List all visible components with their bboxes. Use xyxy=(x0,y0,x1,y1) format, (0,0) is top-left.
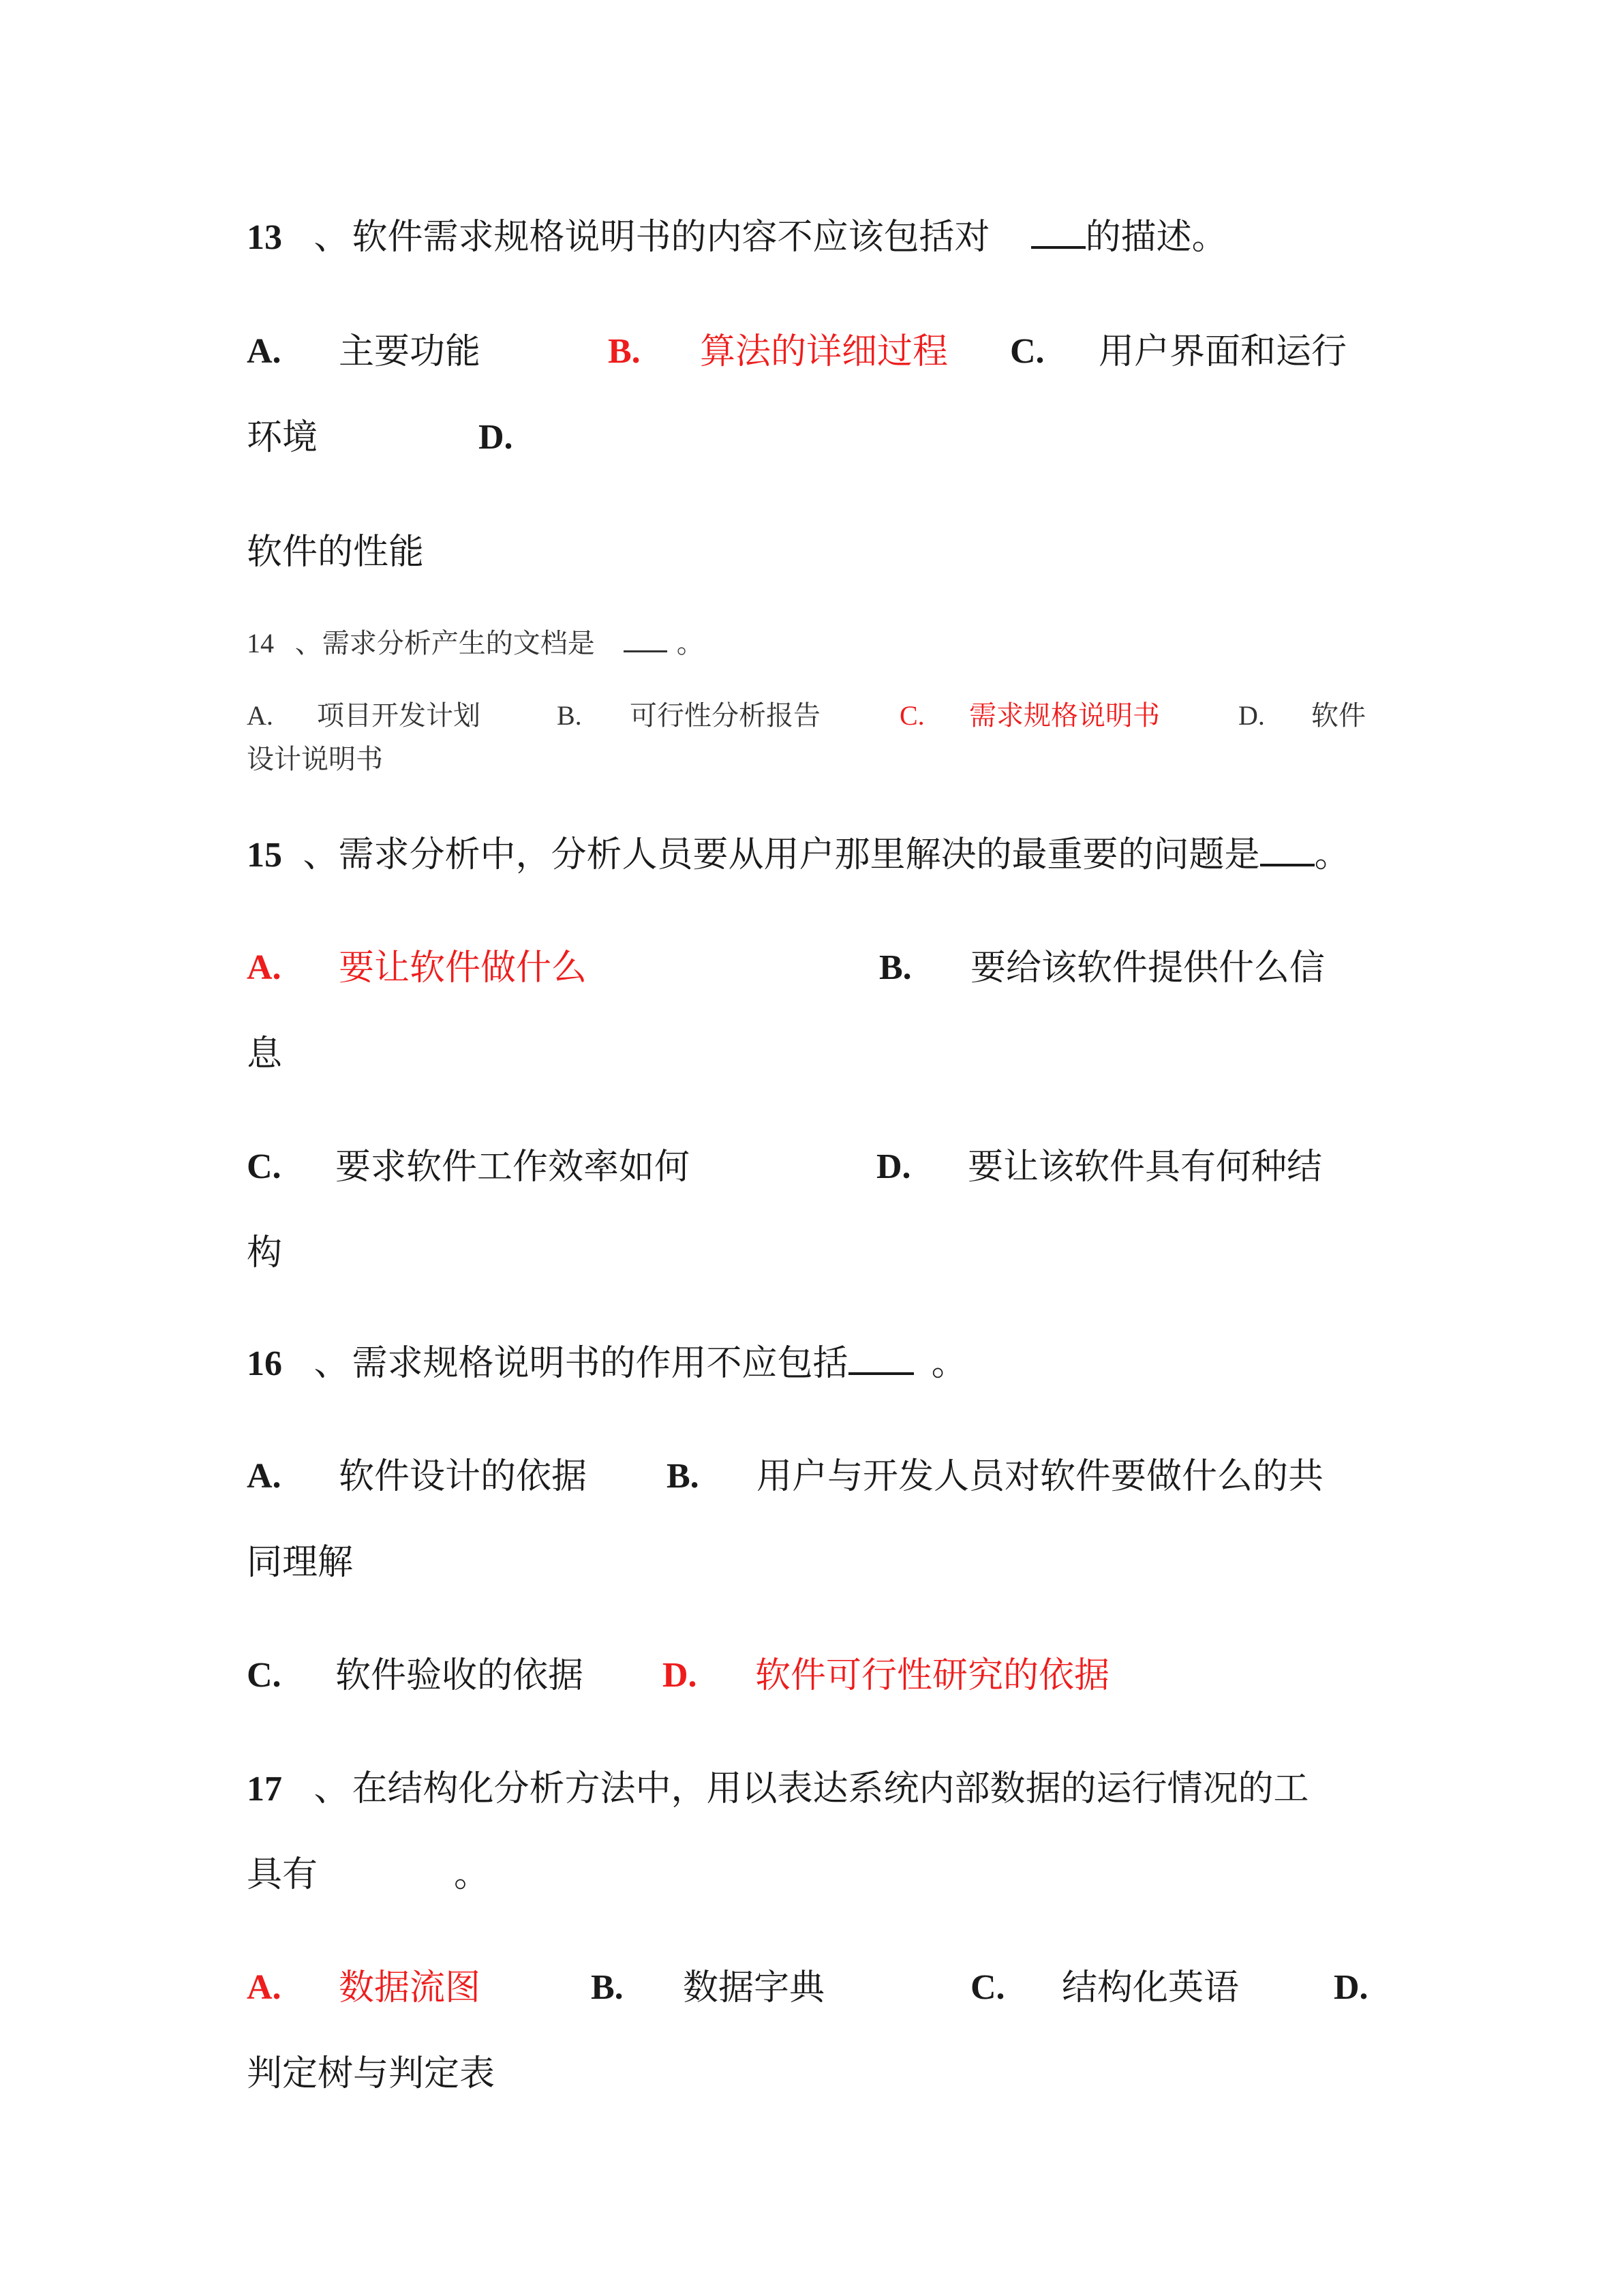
q14-number: 14 xyxy=(247,628,274,659)
q16-stem xyxy=(247,1343,967,1384)
q16-opt-c-text: 软件验收的依据 xyxy=(335,1655,584,1696)
q13-opt-c-letter: C. xyxy=(1010,332,1045,371)
q15-opt-d-text: 要让该软件具有何种结 xyxy=(968,1147,1323,1188)
q14-opt-b-letter: B. xyxy=(557,700,582,731)
q17-opt-d-text: 判定树与判定表 xyxy=(247,2053,495,2094)
q16-opt-b-text: 用户与开发人员对软件要做什么的共 xyxy=(756,1456,1324,1497)
q17-stem xyxy=(247,1768,1309,1809)
q13-opt-d-letter: D. xyxy=(478,418,513,457)
q15-opt-d-wrap: 构 xyxy=(247,1233,283,1273)
q13-opt-c-text: 用户界面和运行 xyxy=(1099,331,1347,372)
q13-opt-d-text: 软件的性能 xyxy=(247,532,425,573)
q14-options-row1 xyxy=(247,702,1405,735)
q14-stem xyxy=(247,630,704,657)
q16-opt-a-letter: A. xyxy=(247,1457,281,1496)
q15-sep: 、 xyxy=(303,834,339,875)
q14-opt-d-text: 软件 xyxy=(1311,700,1366,731)
q14-opt-a-text: 项目开发计划 xyxy=(317,700,480,731)
q16-opt-d-letter: D. xyxy=(662,1656,697,1695)
q13-opt-a-letter: A. xyxy=(247,332,281,371)
q17-number: 17 xyxy=(247,1770,282,1809)
q15-opt-c-text: 要求软件工作效率如何 xyxy=(335,1147,690,1188)
q13-stem xyxy=(247,217,1227,258)
q17-opt-d-letter: D. xyxy=(1334,1968,1368,2007)
q16-sep: 、 xyxy=(313,1343,350,1384)
q17-stem-wrap-text: 具有 xyxy=(247,1854,318,1895)
q13-options-row1 xyxy=(247,331,1405,375)
q14-sep: 、 xyxy=(294,628,322,659)
q16-opt-c-letter: C. xyxy=(247,1656,281,1695)
q13-opt-c-wrap: 环境 xyxy=(247,417,318,458)
q14-opt-c-text: 需求规格说明书 xyxy=(969,700,1160,731)
q16-stem-end: 。 xyxy=(931,1343,967,1384)
q17-opt-b-letter: B. xyxy=(591,1968,624,2007)
q15-opt-c-letter: C. xyxy=(247,1147,281,1186)
q17-opt-c-text: 结构化英语 xyxy=(1062,1967,1240,2008)
q14-opt-c-letter: C. xyxy=(900,700,925,731)
q15-stem xyxy=(247,834,1350,875)
q13-opt-a-text: 主要功能 xyxy=(339,331,481,372)
q14-stem-text: 需求分析产生的文档是 xyxy=(322,628,595,659)
q16-opt-b-letter: B. xyxy=(667,1457,699,1496)
q16-opt-a-text: 软件设计的依据 xyxy=(339,1456,587,1497)
q17-stem-wrap xyxy=(247,1854,490,1895)
q14-opt-a-letter: A. xyxy=(247,700,273,731)
q13-blank xyxy=(1031,246,1086,249)
q13-options-row2 xyxy=(247,417,1405,461)
q16-opt-d-text: 软件可行性研究的依据 xyxy=(755,1655,1110,1696)
q13-sep: 、 xyxy=(313,217,350,258)
q17-opt-b-text: 数据字典 xyxy=(683,1967,825,2008)
q17-options-row1 xyxy=(247,1967,1405,2011)
q14-stem-end: 。 xyxy=(676,628,704,659)
q17-sep: 、 xyxy=(313,1768,350,1809)
q15-opt-b-wrap: 息 xyxy=(247,1033,283,1074)
q16-opt-b-wrap: 同理解 xyxy=(247,1542,354,1583)
q15-options-row1 xyxy=(247,950,1405,991)
q15-opt-d-letter: D. xyxy=(876,1147,911,1186)
q13-opt-b-text: 算法的详细过程 xyxy=(700,331,949,372)
q15-options-row2 xyxy=(247,1149,1405,1190)
q14-opt-d-letter: D. xyxy=(1238,700,1265,731)
q15-stem-end: 。 xyxy=(1314,834,1350,875)
q14-opt-b-text: 可行性分析报告 xyxy=(630,700,821,731)
q13-opt-b-letter: B. xyxy=(608,332,641,371)
q15-opt-b-text: 要给该软件提供什么信 xyxy=(970,948,1326,988)
q15-opt-b-letter: B. xyxy=(879,948,912,987)
q16-stem-text: 需求规格说明书的作用不应包括 xyxy=(352,1343,848,1384)
q16-options-row1 xyxy=(247,1456,1405,1500)
q15-stem-text: 需求分析中，分析人员要从用户那里解决的最重要的问题是 xyxy=(338,834,1260,875)
q17-stem-end: 。 xyxy=(454,1854,490,1895)
q15-opt-a-letter: A. xyxy=(247,948,281,987)
q17-opt-a-text: 数据流图 xyxy=(339,1967,481,2008)
q16-blank xyxy=(848,1372,914,1375)
q17-opt-a-letter: A. xyxy=(247,1968,281,2007)
q15-number: 15 xyxy=(247,836,282,875)
q17-opt-c-letter: C. xyxy=(970,1968,1005,2007)
q13-number: 13 xyxy=(247,218,282,257)
q16-options-row2 xyxy=(247,1655,1405,1699)
q15-blank xyxy=(1260,864,1315,866)
q16-number: 16 xyxy=(247,1344,282,1383)
q14-opt-d-wrap: 设计说明书 xyxy=(247,744,383,775)
q14-blank xyxy=(624,650,667,652)
q13-stem-text: 软件需求规格说明书的内容不应该包括对 xyxy=(352,217,990,258)
q15-opt-a-text: 要让软件做什么 xyxy=(339,948,587,988)
q17-stem-text: 在结构化分析方法中，用以表达系统内部数据的运行情况的工 xyxy=(352,1768,1309,1809)
q13-stem-end: 的描述。 xyxy=(1085,217,1227,258)
